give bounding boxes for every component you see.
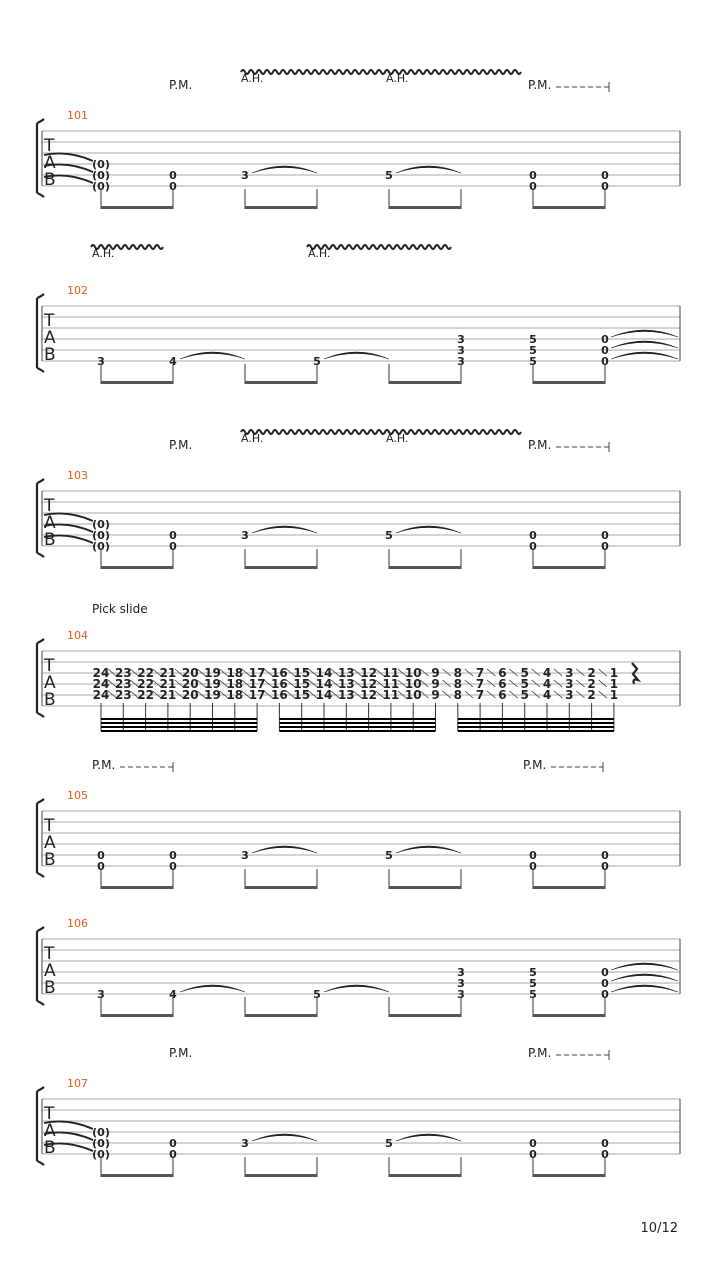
fret-number: 5 <box>385 529 393 542</box>
measure-number: 107 <box>67 1077 88 1090</box>
fret-number: 0 <box>601 180 609 193</box>
fret-number: 0 <box>169 860 177 873</box>
note-beam <box>245 566 317 569</box>
note-beam <box>245 206 317 209</box>
note-beam <box>458 722 614 724</box>
fret-number: (0) <box>92 180 110 193</box>
fret-number: 3 <box>457 977 465 990</box>
fret-number: (0) <box>92 1126 110 1139</box>
staff-system <box>37 917 680 1017</box>
fret-number: 23 <box>114 688 132 702</box>
tab-clef-letter: B <box>44 690 56 710</box>
palm-mute-label: P.M. <box>169 1046 193 1060</box>
fret-number: 17 <box>248 666 266 680</box>
fret-number: 0 <box>529 529 537 542</box>
fret-number: 0 <box>601 966 609 979</box>
fret-number: 2 <box>587 677 596 691</box>
tab-clef-letter: A <box>44 1121 56 1141</box>
tab-clef-letter: A <box>44 328 56 348</box>
vibrato-line <box>241 70 521 74</box>
measure-number: 103 <box>67 469 88 482</box>
fret-number: 7 <box>475 688 485 702</box>
fret-number: 0 <box>601 169 609 182</box>
fret-number: 0 <box>601 344 609 357</box>
note-beam <box>389 566 461 569</box>
note-beam <box>458 726 614 728</box>
tab-clef-letter: A <box>44 961 56 981</box>
fret-number: 18 <box>226 677 244 691</box>
fret-number: 17 <box>248 677 266 691</box>
fret-number: 19 <box>204 688 221 702</box>
fret-number: 3 <box>457 333 465 346</box>
fret-number: 21 <box>159 677 177 691</box>
fret-number: (0) <box>92 1137 110 1150</box>
fret-number: 5 <box>385 1137 393 1150</box>
fret-number: 5 <box>529 977 537 990</box>
fret-number: 0 <box>601 849 609 862</box>
fret-number: 9 <box>431 688 440 702</box>
fret-number: 5 <box>529 355 537 368</box>
fret-number: 4 <box>169 988 177 1001</box>
fret-number: 6 <box>498 666 507 680</box>
fret-number: 14 <box>315 677 333 691</box>
artificial-harmonic-label: A.H. <box>386 432 409 445</box>
fret-number: (0) <box>92 169 110 182</box>
fret-number: 0 <box>601 355 609 368</box>
artificial-harmonic-label: A.H. <box>92 247 115 260</box>
note-beam <box>533 886 605 889</box>
fret-number: 0 <box>601 1137 609 1150</box>
fret-number: 1 <box>609 688 619 702</box>
note-beam <box>101 730 257 732</box>
tie-arc <box>611 352 678 359</box>
fret-number: 1 <box>609 677 619 691</box>
fret-number: 18 <box>226 688 244 702</box>
fret-number: 13 <box>337 666 355 680</box>
fret-number: 12 <box>360 688 377 702</box>
note-beam <box>389 1174 461 1177</box>
fret-number: 10 <box>404 677 422 691</box>
fret-number: 1 <box>609 666 619 680</box>
fret-number: 10 <box>404 688 422 702</box>
fret-number: 0 <box>169 1148 177 1161</box>
tab-clef-letter: B <box>44 1138 56 1158</box>
fret-number: 22 <box>137 677 154 691</box>
fret-number: 0 <box>97 860 105 873</box>
note-beam <box>389 381 461 384</box>
note-beam <box>101 1014 173 1017</box>
note-beam <box>533 1014 605 1017</box>
note-beam <box>533 206 605 209</box>
note-beam <box>458 730 614 732</box>
fret-number: 14 <box>315 688 333 702</box>
fret-number: 3 <box>97 988 105 1001</box>
fret-number: 24 <box>92 666 110 680</box>
palm-mute-label: P.M. <box>523 758 547 772</box>
fret-number: 16 <box>271 688 288 702</box>
fret-number: 0 <box>601 529 609 542</box>
note-beam <box>458 718 614 720</box>
fret-number: 5 <box>520 677 529 691</box>
tie-arc <box>180 352 245 359</box>
tab-clef-letter: A <box>44 673 56 693</box>
fret-number: 3 <box>457 355 465 368</box>
fret-number: 12 <box>360 677 377 691</box>
fret-number: (0) <box>92 1148 110 1161</box>
note-beam <box>389 1014 461 1017</box>
note-beam <box>245 1174 317 1177</box>
palm-mute-label: P.M. <box>92 758 116 772</box>
fret-number: 11 <box>382 666 400 680</box>
fret-number: 0 <box>601 1148 609 1161</box>
fret-number: 5 <box>529 988 537 1001</box>
note-beam <box>101 718 257 720</box>
fret-number: 15 <box>293 688 311 702</box>
fret-number: 14 <box>315 666 333 680</box>
fret-number: 0 <box>601 988 609 1001</box>
tie-arc <box>611 974 678 981</box>
fret-number: 8 <box>453 688 462 702</box>
fret-number: 18 <box>226 666 244 680</box>
fret-number: 0 <box>529 169 537 182</box>
pick-slide-label: Pick slide <box>92 602 148 616</box>
note-beam <box>245 886 317 889</box>
fret-number: 22 <box>137 688 154 702</box>
tie-arc <box>324 352 389 359</box>
tie-arc <box>252 526 317 533</box>
tab-clef-letter: B <box>44 345 56 365</box>
tab-clef-letter: B <box>44 530 56 550</box>
fret-number: 4 <box>542 666 552 680</box>
fret-number: 0 <box>529 860 537 873</box>
fret-number: 0 <box>529 1137 537 1150</box>
tab-clef-letter: T <box>44 496 55 516</box>
fret-number: 4 <box>169 355 177 368</box>
fret-number: 8 <box>453 677 462 691</box>
fret-number: 3 <box>565 666 574 680</box>
fret-number: 0 <box>97 849 105 862</box>
fret-number: 0 <box>169 1137 177 1150</box>
tie-arc <box>611 330 678 337</box>
fret-number: 13 <box>337 677 355 691</box>
fret-number: 17 <box>248 688 266 702</box>
fret-number: 3 <box>457 966 465 979</box>
note-beam <box>101 206 173 209</box>
note-beam <box>245 381 317 384</box>
fret-number: 23 <box>114 677 132 691</box>
tab-clef-letter: T <box>44 816 55 836</box>
fret-number: 22 <box>137 666 154 680</box>
tie-arc <box>611 963 678 970</box>
tab-clef-letter: T <box>44 311 55 331</box>
note-beam <box>533 381 605 384</box>
tab-clef-letter: A <box>44 513 56 533</box>
fret-number: 12 <box>360 666 377 680</box>
fret-number: 15 <box>293 666 311 680</box>
fret-number: 19 <box>204 677 221 691</box>
measure-number: 105 <box>67 789 88 802</box>
fret-number: 2 <box>587 666 596 680</box>
fret-number: (0) <box>92 518 110 531</box>
fret-number: 5 <box>529 966 537 979</box>
fret-number: 5 <box>520 666 529 680</box>
artificial-harmonic-label: A.H. <box>386 72 409 85</box>
fret-number: 7 <box>475 666 485 680</box>
tie-arc <box>324 985 389 992</box>
measure-number: 106 <box>67 917 88 930</box>
note-beam <box>389 886 461 889</box>
fret-number: 3 <box>241 1137 249 1150</box>
tab-clef-letter: A <box>44 833 56 853</box>
palm-mute-label: P.M. <box>169 78 193 92</box>
staff-system <box>37 1046 680 1177</box>
fret-number: 24 <box>92 688 110 702</box>
fret-number: 20 <box>181 666 199 680</box>
fret-number: 16 <box>271 666 288 680</box>
tie-arc <box>180 985 245 992</box>
palm-mute-label: P.M. <box>528 1046 552 1060</box>
fret-number: 13 <box>337 688 355 702</box>
fret-number: 0 <box>169 529 177 542</box>
palm-mute-label: P.M. <box>528 78 552 92</box>
tab-clef-letter: T <box>44 944 55 964</box>
fret-number: 0 <box>169 540 177 553</box>
note-beam <box>389 206 461 209</box>
fret-number: 3 <box>241 849 249 862</box>
note-beam <box>101 726 257 728</box>
note-beam <box>101 886 173 889</box>
staff-system <box>37 245 680 384</box>
note-beam <box>101 381 173 384</box>
fret-number: 5 <box>529 333 537 346</box>
note-beam <box>279 726 435 728</box>
fret-number: 16 <box>271 677 288 691</box>
note-beam <box>279 722 435 724</box>
fret-number: 0 <box>601 860 609 873</box>
fret-number: 0 <box>601 977 609 990</box>
fret-number: 0 <box>169 849 177 862</box>
fret-number: 3 <box>457 344 465 357</box>
fret-number: 21 <box>159 666 177 680</box>
tie-arc <box>396 1134 461 1141</box>
tie-arc <box>396 846 461 853</box>
fret-number: 3 <box>565 677 574 691</box>
vibrato-line <box>241 430 521 434</box>
fret-number: 19 <box>204 666 221 680</box>
measure-number: 104 <box>67 629 88 642</box>
fret-number: 0 <box>529 1148 537 1161</box>
tie-arc <box>252 1134 317 1141</box>
staff-system <box>37 602 680 732</box>
fret-number: 4 <box>542 677 552 691</box>
fret-number: 9 <box>431 666 440 680</box>
fret-number: 5 <box>529 344 537 357</box>
measure-number: 102 <box>67 284 88 297</box>
palm-mute-label: P.M. <box>528 438 552 452</box>
fret-number: 21 <box>159 688 177 702</box>
note-beam <box>101 566 173 569</box>
note-beam <box>101 722 257 724</box>
tab-clef-letter: T <box>44 656 55 676</box>
artificial-harmonic-label: A.H. <box>241 432 264 445</box>
palm-mute-label: P.M. <box>169 438 193 452</box>
fret-number: 11 <box>382 677 400 691</box>
note-beam <box>101 1174 173 1177</box>
fret-number: 9 <box>431 677 440 691</box>
fret-number: 3 <box>241 169 249 182</box>
tie-arc <box>396 526 461 533</box>
fret-number: 3 <box>97 355 105 368</box>
fret-number: (0) <box>92 529 110 542</box>
tab-clef-letter: A <box>44 153 56 173</box>
fret-number: 23 <box>114 666 132 680</box>
fret-number: 20 <box>181 677 199 691</box>
fret-number: 3 <box>241 529 249 542</box>
fret-number: 10 <box>404 666 422 680</box>
fret-number: 0 <box>529 849 537 862</box>
fret-number: 8 <box>453 666 462 680</box>
tie-arc <box>396 166 461 173</box>
fret-number: 3 <box>457 988 465 1001</box>
fret-number: 15 <box>293 677 311 691</box>
fret-number: 20 <box>181 688 199 702</box>
fret-number: 0 <box>169 169 177 182</box>
fret-number: (0) <box>92 540 110 553</box>
tab-clef-letter: T <box>44 136 55 156</box>
fret-number: 7 <box>475 677 485 691</box>
fret-number: 24 <box>92 677 110 691</box>
fret-number: 5 <box>385 169 393 182</box>
fret-number: 5 <box>385 849 393 862</box>
fret-number: 0 <box>529 540 537 553</box>
staff-system <box>37 70 680 209</box>
fret-number: 3 <box>565 688 574 702</box>
fret-number: (0) <box>92 158 110 171</box>
fret-number: 0 <box>601 540 609 553</box>
fret-number: 5 <box>520 688 529 702</box>
staff-system <box>37 430 680 569</box>
fret-number: 5 <box>313 355 321 368</box>
fret-number: 2 <box>587 688 596 702</box>
staff-system <box>37 758 680 889</box>
note-beam <box>279 730 435 732</box>
fret-number: 6 <box>498 688 507 702</box>
tab-clef-letter: B <box>44 170 56 190</box>
tab-clef-letter: B <box>44 978 56 998</box>
note-beam <box>279 718 435 720</box>
page-number: 10/12 <box>640 1221 678 1236</box>
measure-number: 101 <box>67 109 88 122</box>
fret-number: 0 <box>529 180 537 193</box>
fret-number: 6 <box>498 677 507 691</box>
note-beam <box>533 566 605 569</box>
artificial-harmonic-label: A.H. <box>308 247 331 260</box>
fret-number: 0 <box>601 333 609 346</box>
artificial-harmonic-label: A.H. <box>241 72 264 85</box>
fret-number: 4 <box>542 688 552 702</box>
fret-number: 11 <box>382 688 400 702</box>
tie-arc <box>611 985 678 992</box>
fret-number: 0 <box>169 180 177 193</box>
tab-clef-letter: T <box>44 1104 55 1124</box>
note-beam <box>533 1174 605 1177</box>
tie-arc <box>611 341 678 348</box>
fret-number: 5 <box>313 988 321 1001</box>
note-beam <box>245 1014 317 1017</box>
tab-clef-letter: B <box>44 850 56 870</box>
tie-arc <box>252 846 317 853</box>
tie-arc <box>252 166 317 173</box>
